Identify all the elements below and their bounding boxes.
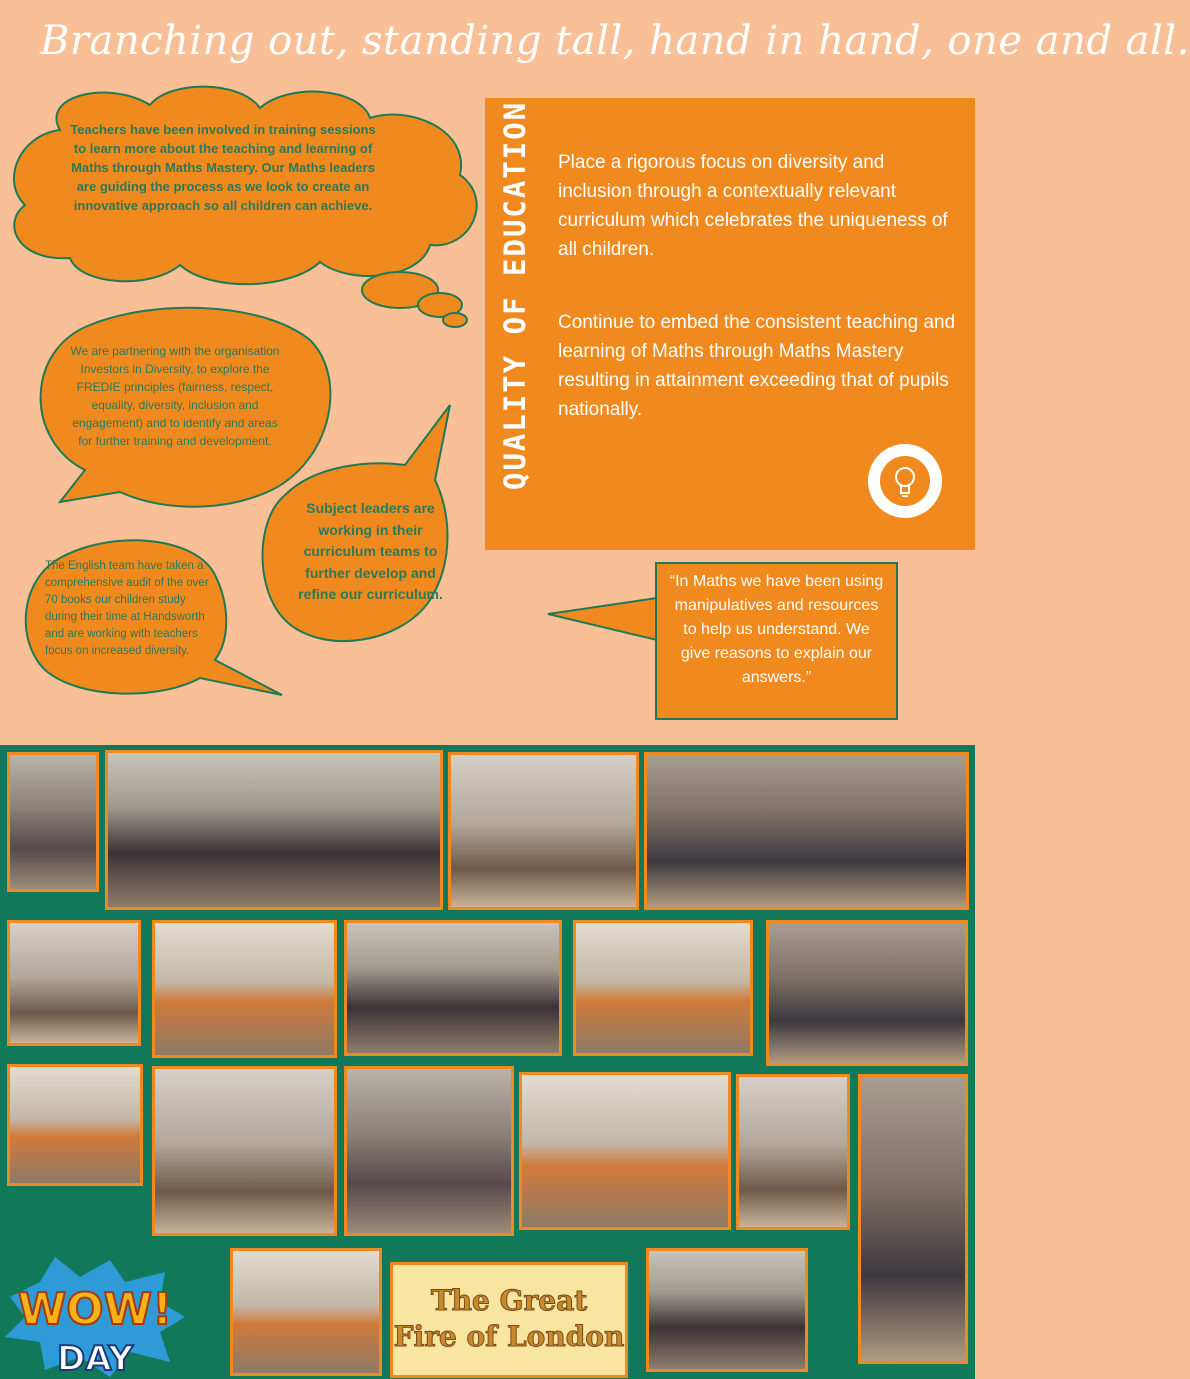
quality-label: QUALITY OF EDUCATION	[498, 100, 532, 490]
diversity-text: We are partnering with the organisation Investors in Diversity, to explore the FREDIE principles (fairness, respect, equality, diversity, inclusion and engagement) and to identify and areas for further training and development.	[70, 344, 280, 448]
photo	[646, 1248, 808, 1372]
photo	[105, 750, 443, 910]
photo	[573, 920, 753, 1056]
great-fire-title	[390, 1262, 628, 1378]
photo	[519, 1072, 731, 1230]
photo	[736, 1074, 850, 1230]
lightbulb-icon	[868, 444, 942, 518]
subject-text: Subject leaders are working in their curriculum teams to further develop and refine our curriculum.	[298, 500, 443, 602]
photo	[344, 1066, 514, 1236]
maths-quote: “In Maths we have been using manipulatives and resources to help us understand. We give reasons to explain our answers.”	[655, 562, 898, 720]
photo	[766, 920, 968, 1066]
cloud-text: Teachers have been involved in training sessions to learn more about the teaching and learning of Maths through Maths Mastery. Our Maths leaders are guiding the process as we look to create an innovative approach so all children can achieve.	[70, 122, 376, 213]
photo	[448, 752, 639, 910]
photo	[7, 752, 99, 892]
quality-para-2: Continue to embed the consistent teaching and learning of Maths through Maths Mastery resulting in attainment exceeding that of pupils nationally.	[558, 312, 956, 420]
photo	[644, 752, 969, 910]
english-text: The English team have taken a comprehensive audit of the over 70 books our children study during their time at Handsworth and are working with teachers focus on increased diversity.	[45, 560, 209, 657]
day-word: DAY	[57, 1339, 133, 1379]
title-line-1: The Great	[430, 1284, 588, 1317]
title-line-2: Fire of London	[393, 1320, 625, 1353]
photo	[152, 920, 337, 1058]
photo	[230, 1248, 382, 1376]
photo	[7, 920, 141, 1046]
wow-word: WOW!	[17, 1284, 173, 1335]
photo	[344, 920, 562, 1056]
photo	[858, 1074, 968, 1364]
quality-para-1: Place a rigorous focus on diversity and inclusion through a contextually relevant curriculum which celebrates the uniqueness of all children.	[558, 152, 948, 260]
wow-day-logo	[0, 1252, 190, 1379]
photo	[7, 1064, 143, 1186]
photo	[152, 1066, 337, 1236]
school-motto: Branching out, standing tall, hand in hand, one and all.	[40, 18, 1190, 64]
quote-pointer	[548, 598, 657, 640]
